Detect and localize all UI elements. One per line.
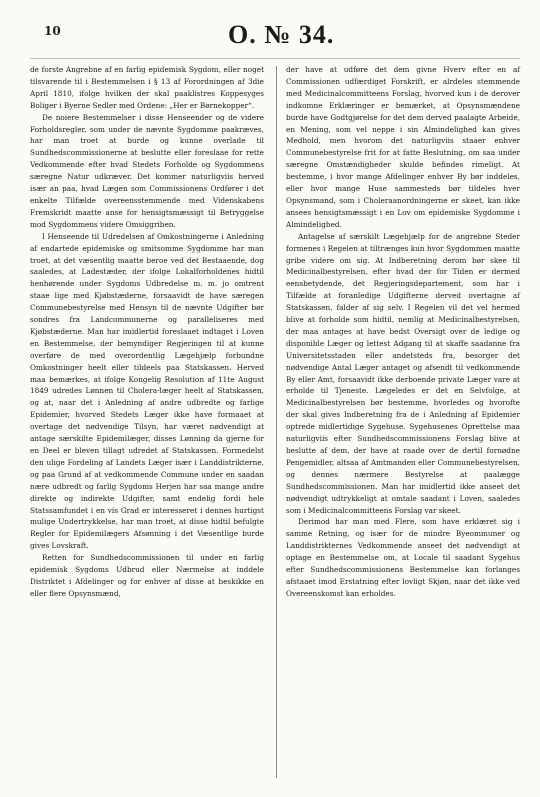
paragraph: Derimod har man med Flere, som have erklæret sig i samme Retning, og især for de mindre Byeommuner og Landdistrikternes Vedkommende anseet det nødvendigt at optage en Bestemmelse om, at Locale til saadant Sygehus efter Sundhedscommissionens Bestemmelse kan forlanges afstaaet imod Erstatning efter lovligt Skjøn, naar det ikke ved Overeenskomst kan erholdes. — [286, 517, 520, 598]
paragraph: de forste Angrebne af en farlig epidemisk Sygdom, eller noget tilsvarende til i Bestemmelsen i § 13 af Forordningen af 3die April 1810, ifolge hvilken der skal paaklistres Koppesyges Boliger i Byerne Sedler med Ordene: „Her er Børnekopper“. — [30, 65, 264, 110]
right-column — [286, 64, 520, 600]
page-number: 10 — [44, 24, 61, 38]
issue-heading: O. № 34. — [228, 20, 335, 49]
paragraph: der have at udføre det dem givne Hverv efter en af Commissionen udfærdiget Forskrift, er alrdeles stemmende med Medicinalcommitteens Forslag, hvorved kun i de derover indkomne Erklæringer er bemærket, at Opsynsmændene burde have Godtgjørelse for det dem derved paalagte Arbeide, en Mening, som vel neppe i sin Almindelighed kan gives Medhold, men hvorom det naturligviis staaer enhver Communebestyrelse frit for at fatte Beslutning, om saa under særegne Omstændigheder skulde befindes rimeligt. At bestemme, i hvor mange Afdelinger enhver By bør inddeles, eller hvor mange Huse sammesteds bør tildeles hver Opsynsmand, som i Choleraanordningerne er skeet, kan ikke ansees hensigtsmæssigt i en Lov om epidemiske Sygdomme i Almindelighed. — [286, 65, 520, 229]
paragraph: Antagelse af særskilt Lægehjælp for de angrebne Steder formenes i Regelen at tiltrænges kun hvor Sygdommen maatte gribe videre om sig. At Indberetning derom bør skee til Medicinalbestyrelsen, efter hvad der for Tiden er dermed eensbetydende, det Regjeringsdepartement, som har i Tilfælde at foranledige Udgifterne derved overtagne af Statskassen, falder af sig selv. I Regelen vil det vel hermed blive at forholde som hidtil, nemlig at Medicinalbestyrelsen, der maa antages at have bedst Oversigt over de ledige og disponible Læger og lettest Adgang til at skaffe saadanne fra Universitetsstaden eller andetsteds fra, besorger det nødvendige Antal Læger antaget og afsendt til vedkommende By eller Amt, forsaavidt ikke derboende private Læger vare at erholde til Tjeneste. Lægeledes er det en Selvfolge, at Medicinalbestyrelsen bør bestemme, hvorledes og hvorofte der skal gives Indberetning fra de i Anledning af Epidemier optrede midlertidige Sygehuse. Sygehusenes Oprettelse maa naturligviis efter Sundhedscommissionens Forslag blive at beslutte af dem, der have at raade over de dertil fornødne Pengemidler, altsaa af Amtmanden eller Communebestyrelsen, og dennes nærmere Bestyrelse at paalægge Sundhedscommissionen. Man har imidlertid ikke anseet det nødvendigt udtrykkeligt at omtale saadant i Loven, saaledes som i Medicinalcommitteens Forslag var skeet. — [286, 231, 520, 515]
left-column — [30, 64, 264, 600]
paragraph: I Henseende til Udredelsen af Omkostningerne i Anledning af endartede epidemiske og smitsomme Sygdomme har man troet, at det væsentlig maatte beroe ved det Bestaaende, dog saaledes, at Ladestæder, der ifolge Lokalforholdenes hidtil henhørende under Sygdoms Udbredelse m. m. jo omtrent staae lige med Kjøbstæderne, forsaavidt de have særegen Communebestyrelse med Hensyn til de nævnte Udgifter bør sondres fra Landcommunerne og paralleliseres med Kjøbstæderne. Man har imidlertid foreslaaet indtaget i Loven en Bestemmelse, der bemyndiger Regjeringen til at kunne overføre de med overordentlig Lægehjælp forbundne Omkostninger heelt eller tildeels paa Statskassen. Herved maa bemærkes, at ifolge Kongelig Resolution af 11te August 1849 udredes Lønnen til Cholera-læger heelt af Statskassen, og at, naar det i Anledning af andre udbredte og farlige Epidemier, hvorved Stedets Læger ikke have formaaet at overtage det nødvendige Tilsyn, har været nødvendigt at antage særskilte Epidemilæger, disses Lønning da gjerne for en Deel er bleven tillagt udredet af Statskassen. Formedelst den ulige Fordeling af Landets Læger især i Landdistrikterne, og paa Grund af at vedkommende Commune under en saadan nære udbredt og farlig Sygdoms Herjen har saa mange andre direkte og indirekte Udgifter, samt endelig fordi hele Statssamfundet i en vis Grad er interesseret i dennes hurtigst mulige Undertrykkelse, har man troet, at disse hidtil befulgte Regler for Epidemilægers Afsønning i det Væsentlige burde gives Lovskraft. — [30, 231, 264, 551]
paragraph: Retten for Sundhedscommissionen til under en farlig epidemisk Sygdoms Udbrud eller Nærmelse at inddele Distriktet i Afdelinger og for enhver af disse at beskikke en eller flere Opsynsmænd, — [30, 553, 264, 598]
column-divider — [276, 66, 277, 778]
paragraph: De noiere Bestemmelser i disse Henseender og de videre Forholdsregler, som under de nævnte Sygdomme paakræves, har man troet at burde og kunne overlade til Sundhedscommissionerne at beslutte eller foreslaae for rette Vedkommende efter hvad Stedets Forholde og Sygdommens særegne Natur udkræver. Det kommer naturligviis herved især an paa, hvad Lægen som Commissionens Ordfører i det enkelte Tilfælde overeensstemmende med Videnskabens Fremskridt maatte anse for hensigtsmæssigt til Betryggelse mod Sygdommens videre Omsiggriben. — [30, 112, 264, 229]
header-divider — [30, 58, 520, 59]
